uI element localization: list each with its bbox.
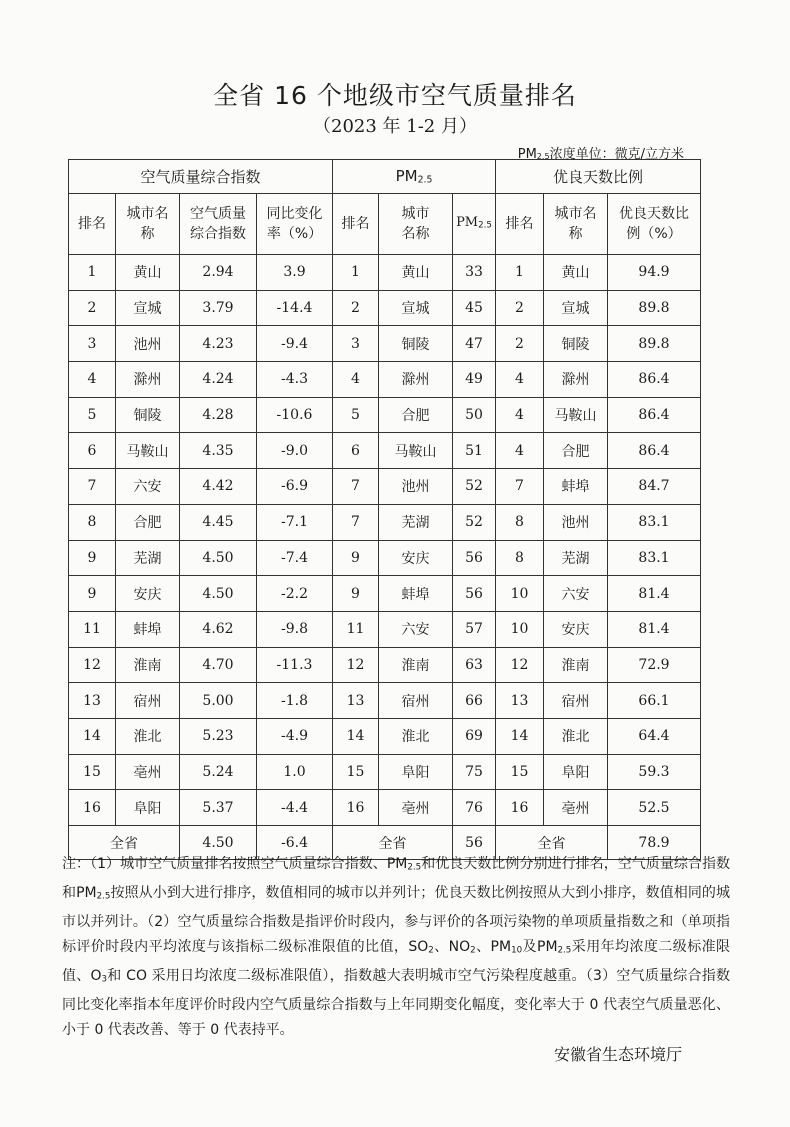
- cell-good-city: 阜阳: [544, 754, 608, 790]
- cell-pm25-city: 铜陵: [379, 326, 453, 362]
- cell-aqi-rank: 2: [69, 290, 116, 326]
- cell-pm25-rank: 11: [333, 611, 379, 647]
- cell-pm25-city: 淮南: [379, 647, 453, 683]
- cell-aqi-city: 马鞍山: [116, 433, 180, 469]
- cell-good-ratio: 94.9: [608, 255, 701, 291]
- column-header-row: [69, 194, 701, 255]
- cell-pm25-rank: 7: [333, 504, 379, 540]
- cell-aqi-city: 蚌埠: [116, 611, 180, 647]
- cell-aqi-rank: 8: [69, 504, 116, 540]
- cell-good-city: 滁州: [544, 362, 608, 398]
- cell-aqi-rank: 16: [69, 790, 116, 826]
- cell-aqi-yoy: -10.6: [257, 397, 333, 433]
- table-row: [69, 290, 701, 326]
- cell-aqi-yoy: -9.0: [257, 433, 333, 469]
- total-pm25-value: 56: [453, 826, 496, 860]
- cell-aqi-value: 5.37: [180, 790, 257, 826]
- header-pm25: $PM_{2.5}$: [453, 194, 496, 255]
- cell-aqi-rank: 9: [69, 576, 116, 612]
- cell-pm25-value: 50: [453, 397, 496, 433]
- cell-good-ratio: 81.4: [608, 576, 701, 612]
- cell-pm25-value: 66: [453, 683, 496, 719]
- cell-pm25-rank: 5: [333, 397, 379, 433]
- group-good-days: 优良天数比例: [496, 160, 701, 194]
- cell-pm25-rank: 1: [333, 255, 379, 291]
- header-aqi-index: 空气质量综合指数: [180, 194, 257, 255]
- total-aqi-yoy: -6.4: [257, 826, 333, 860]
- cell-pm25-city: 阜阳: [379, 754, 453, 790]
- cell-good-city: 芜湖: [544, 540, 608, 576]
- cell-pm25-value: 63: [453, 647, 496, 683]
- cell-aqi-value: 4.70: [180, 647, 257, 683]
- total-label: 全省: [333, 826, 453, 860]
- cell-good-rank: 4: [496, 362, 544, 398]
- cell-pm25-value: 56: [453, 576, 496, 612]
- cell-aqi-city: 安庆: [116, 576, 180, 612]
- cell-good-city: 黄山: [544, 255, 608, 291]
- cell-pm25-city: 池州: [379, 469, 453, 505]
- cell-aqi-city: 淮北: [116, 718, 180, 754]
- cell-aqi-value: 5.00: [180, 683, 257, 719]
- cell-pm25-city: 黄山: [379, 255, 453, 291]
- cell-pm25-rank: 6: [333, 433, 379, 469]
- table-row: [69, 576, 701, 612]
- header-yoy: 同比变化率（%）: [257, 194, 333, 255]
- cell-good-ratio: 89.8: [608, 326, 701, 362]
- cell-good-ratio: 72.9: [608, 647, 701, 683]
- table-row: [69, 540, 701, 576]
- cell-good-city: 宿州: [544, 683, 608, 719]
- header-city: 城市名称: [116, 194, 180, 255]
- cell-pm25-rank: 13: [333, 683, 379, 719]
- cell-good-city: 合肥: [544, 433, 608, 469]
- cell-pm25-city: 宿州: [379, 683, 453, 719]
- cell-good-ratio: 83.1: [608, 540, 701, 576]
- table-row: [69, 255, 701, 291]
- cell-aqi-yoy: 3.9: [257, 255, 333, 291]
- cell-aqi-yoy: -6.9: [257, 469, 333, 505]
- cell-aqi-value: 5.23: [180, 718, 257, 754]
- header-good-ratio: 优良天数比例（%）: [608, 194, 701, 255]
- cell-aqi-value: 5.24: [180, 754, 257, 790]
- cell-aqi-value: 2.94: [180, 255, 257, 291]
- cell-good-rank: 12: [496, 647, 544, 683]
- group-aqi: 空气质量综合指数: [69, 160, 333, 194]
- cell-pm25-value: 57: [453, 611, 496, 647]
- cell-pm25-rank: 9: [333, 576, 379, 612]
- cell-aqi-yoy: -11.3: [257, 647, 333, 683]
- cell-good-city: 安庆: [544, 611, 608, 647]
- cell-aqi-city: 宿州: [116, 683, 180, 719]
- cell-good-rank: 15: [496, 754, 544, 790]
- cell-aqi-city: 宣城: [116, 290, 180, 326]
- group-pm25: $PM_{2.5}$: [333, 160, 496, 194]
- cell-aqi-city: 淮南: [116, 647, 180, 683]
- cell-aqi-yoy: -1.8: [257, 683, 333, 719]
- cell-good-rank: 1: [496, 255, 544, 291]
- cell-good-city: 马鞍山: [544, 397, 608, 433]
- cell-aqi-yoy: -14.4: [257, 290, 333, 326]
- cell-aqi-city: 铜陵: [116, 397, 180, 433]
- cell-good-rank: 4: [496, 433, 544, 469]
- page-title: 全省 16 个地级市空气质量排名: [213, 81, 577, 110]
- cell-pm25-city: 六安: [379, 611, 453, 647]
- cell-aqi-rank: 1: [69, 255, 116, 291]
- cell-pm25-rank: 16: [333, 790, 379, 826]
- cell-aqi-rank: 6: [69, 433, 116, 469]
- cell-aqi-value: 4.45: [180, 504, 257, 540]
- cell-good-city: 池州: [544, 504, 608, 540]
- cell-pm25-value: 69: [453, 718, 496, 754]
- cell-good-rank: 4: [496, 397, 544, 433]
- cell-aqi-city: 合肥: [116, 504, 180, 540]
- cell-pm25-rank: 4: [333, 362, 379, 398]
- cell-aqi-value: 4.35: [180, 433, 257, 469]
- cell-aqi-yoy: -4.4: [257, 790, 333, 826]
- cell-aqi-yoy: -9.8: [257, 611, 333, 647]
- cell-pm25-city: 滁州: [379, 362, 453, 398]
- cell-aqi-city: 池州: [116, 326, 180, 362]
- issuer: 安徽省生态环境厅: [553, 1045, 682, 1064]
- cell-aqi-rank: 3: [69, 326, 116, 362]
- table-row: [69, 397, 701, 433]
- cell-aqi-value: 4.24: [180, 362, 257, 398]
- total-good-ratio: 78.9: [608, 826, 701, 860]
- cell-good-ratio: 89.8: [608, 290, 701, 326]
- cell-aqi-rank: 7: [69, 469, 116, 505]
- cell-good-ratio: 86.4: [608, 362, 701, 398]
- cell-good-ratio: 64.4: [608, 718, 701, 754]
- cell-aqi-yoy: -7.1: [257, 504, 333, 540]
- cell-pm25-value: 52: [453, 469, 496, 505]
- cell-aqi-city: 阜阳: [116, 790, 180, 826]
- cell-aqi-yoy: -2.2: [257, 576, 333, 612]
- unit-note: $PM_{2.5}$浓度单位：微克/立方米: [517, 147, 684, 162]
- cell-aqi-city: 六安: [116, 469, 180, 505]
- cell-good-rank: 8: [496, 504, 544, 540]
- cell-pm25-value: 45: [453, 290, 496, 326]
- cell-good-city: 淮南: [544, 647, 608, 683]
- cell-good-ratio: 84.7: [608, 469, 701, 505]
- cell-pm25-city: 蚌埠: [379, 576, 453, 612]
- group-header-row: [69, 160, 701, 194]
- table-row: [69, 790, 701, 826]
- cell-good-rank: 2: [496, 326, 544, 362]
- table-row: [69, 504, 701, 540]
- cell-pm25-city: 淮北: [379, 718, 453, 754]
- cell-pm25-value: 51: [453, 433, 496, 469]
- cell-pm25-city: 安庆: [379, 540, 453, 576]
- cell-pm25-rank: 9: [333, 540, 379, 576]
- cell-good-rank: 8: [496, 540, 544, 576]
- cell-good-rank: 7: [496, 469, 544, 505]
- cell-pm25-value: 56: [453, 540, 496, 576]
- cell-pm25-rank: 7: [333, 469, 379, 505]
- cell-aqi-yoy: 1.0: [257, 754, 333, 790]
- cell-good-ratio: 81.4: [608, 611, 701, 647]
- cell-aqi-value: 4.23: [180, 326, 257, 362]
- ranking-table: [68, 159, 701, 860]
- total-label: 全省: [496, 826, 608, 860]
- cell-pm25-rank: 15: [333, 754, 379, 790]
- cell-good-ratio: 66.1: [608, 683, 701, 719]
- table-row: [69, 611, 701, 647]
- cell-pm25-value: 47: [453, 326, 496, 362]
- cell-pm25-city: 马鞍山: [379, 433, 453, 469]
- cell-good-city: 六安: [544, 576, 608, 612]
- cell-good-city: 亳州: [544, 790, 608, 826]
- cell-aqi-yoy: -4.3: [257, 362, 333, 398]
- cell-good-ratio: 86.4: [608, 397, 701, 433]
- header-city: 城市名称: [544, 194, 608, 255]
- cell-pm25-city: 芜湖: [379, 504, 453, 540]
- cell-aqi-rank: 11: [69, 611, 116, 647]
- cell-pm25-value: 76: [453, 790, 496, 826]
- table-row: [69, 718, 701, 754]
- footnote: 注：（1）城市空气质量排名按照空气质量综合指数、$PM_{2.5}$和优良天数比例分别进行排名，空气质量综合指数和$PM_{2.5}$按照从小到大进行排序，数值相同的城市以并列计；优良天数比例按照从大到小排序，数值相同的城市以并列计。（2）空气质量综合指数是指评价时段内，参与评价的各项污染物的单项质量指数之和（单项指标评价时段内平均浓度与该指标二级标准限值的比值，$SO_2$、$NO_2$、$PM_{10}$及$PM_{2.5}$采用年均浓度二级标准限值、$O_3$和 CO 采用日均浓度二级标准限值），指数越大表明城市空气污染程度越重。（3）空气质量综合指数同比变化率指本年度评价时段内空气质量综合指数与上年同期变化幅度，变化率大于 0 代表空气质量恶化、小于 0 代表改善、等于 0 代表持平。: [62, 856, 731, 1039]
- cell-good-city: 宣城: [544, 290, 608, 326]
- cell-aqi-city: 亳州: [116, 754, 180, 790]
- table-row: [69, 362, 701, 398]
- cell-aqi-yoy: -9.4: [257, 326, 333, 362]
- cell-aqi-rank: 14: [69, 718, 116, 754]
- cell-aqi-value: 4.50: [180, 540, 257, 576]
- header-rank: 排名: [496, 194, 544, 255]
- cell-good-ratio: 52.5: [608, 790, 701, 826]
- cell-good-city: 淮北: [544, 718, 608, 754]
- cell-pm25-rank: 2: [333, 290, 379, 326]
- cell-aqi-rank: 13: [69, 683, 116, 719]
- cell-good-rank: 2: [496, 290, 544, 326]
- total-label: 全省: [69, 826, 180, 860]
- cell-aqi-city: 黄山: [116, 255, 180, 291]
- cell-aqi-yoy: -4.9: [257, 718, 333, 754]
- cell-aqi-value: 4.28: [180, 397, 257, 433]
- cell-pm25-rank: 3: [333, 326, 379, 362]
- cell-good-city: 铜陵: [544, 326, 608, 362]
- cell-aqi-yoy: -7.4: [257, 540, 333, 576]
- table-row: [69, 683, 701, 719]
- table-row: [69, 647, 701, 683]
- cell-aqi-value: 4.42: [180, 469, 257, 505]
- table-row: [69, 754, 701, 790]
- cell-pm25-value: 52: [453, 504, 496, 540]
- cell-aqi-value: 4.50: [180, 576, 257, 612]
- cell-pm25-city: 宣城: [379, 290, 453, 326]
- header-city: 城市名称: [379, 194, 453, 255]
- cell-good-ratio: 59.3: [608, 754, 701, 790]
- cell-aqi-rank: 15: [69, 754, 116, 790]
- cell-pm25-value: 33: [453, 255, 496, 291]
- cell-pm25-city: 合肥: [379, 397, 453, 433]
- cell-pm25-city: 亳州: [379, 790, 453, 826]
- cell-aqi-city: 滁州: [116, 362, 180, 398]
- cell-good-ratio: 83.1: [608, 504, 701, 540]
- cell-aqi-rank: 5: [69, 397, 116, 433]
- cell-pm25-value: 75: [453, 754, 496, 790]
- cell-aqi-rank: 12: [69, 647, 116, 683]
- cell-good-rank: 16: [496, 790, 544, 826]
- cell-aqi-rank: 4: [69, 362, 116, 398]
- cell-aqi-rank: 9: [69, 540, 116, 576]
- cell-pm25-rank: 12: [333, 647, 379, 683]
- cell-good-rank: 14: [496, 718, 544, 754]
- page-subtitle: （2023 年 1-2 月）: [313, 116, 477, 137]
- cell-good-ratio: 86.4: [608, 433, 701, 469]
- cell-aqi-value: 4.62: [180, 611, 257, 647]
- table-row: [69, 469, 701, 505]
- table-row: [69, 326, 701, 362]
- total-aqi-value: 4.50: [180, 826, 257, 860]
- cell-good-city: 蚌埠: [544, 469, 608, 505]
- cell-good-rank: 10: [496, 576, 544, 612]
- header-rank: 排名: [69, 194, 116, 255]
- cell-pm25-rank: 14: [333, 718, 379, 754]
- cell-aqi-value: 3.79: [180, 290, 257, 326]
- header-rank: 排名: [333, 194, 379, 255]
- table-row: [69, 433, 701, 469]
- cell-good-rank: 13: [496, 683, 544, 719]
- cell-aqi-city: 芜湖: [116, 540, 180, 576]
- cell-pm25-value: 49: [453, 362, 496, 398]
- cell-good-rank: 10: [496, 611, 544, 647]
